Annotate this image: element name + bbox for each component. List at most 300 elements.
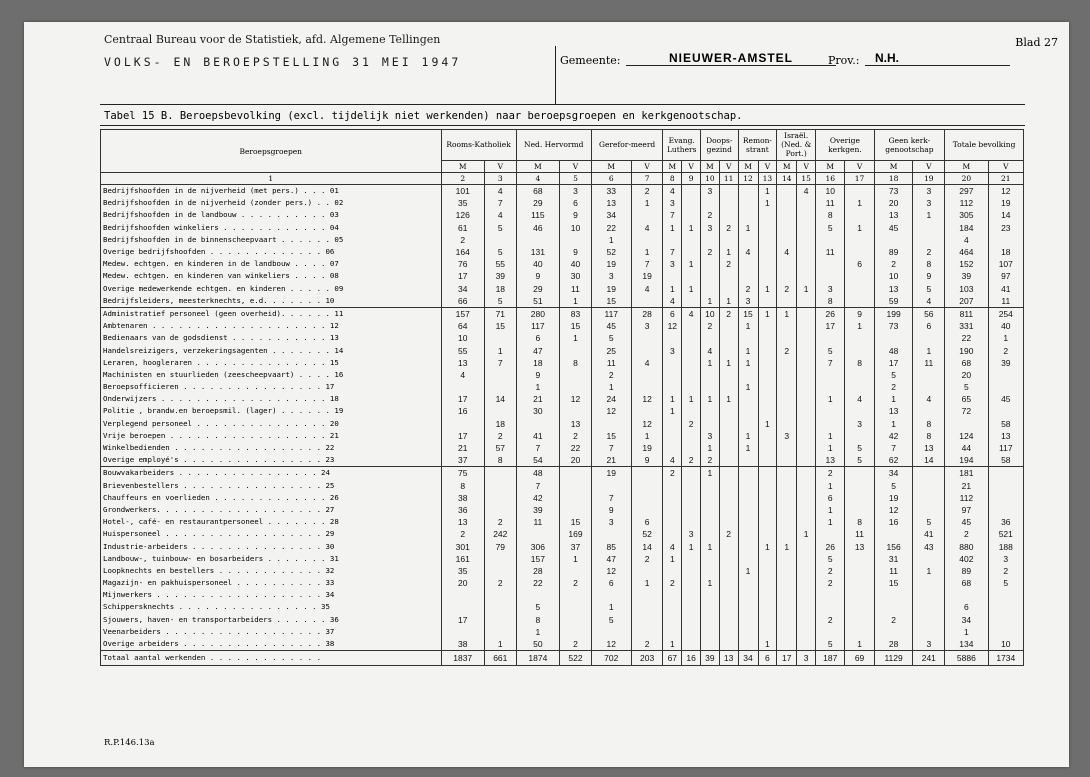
cell-value: 11 xyxy=(816,246,845,258)
gemeente-value: NIEUWER-AMSTEL xyxy=(626,51,836,66)
total-value: 69 xyxy=(845,651,874,666)
cell-value: 30 xyxy=(516,405,559,417)
cell-value xyxy=(719,332,738,344)
cell-value xyxy=(560,589,592,601)
cell-value xyxy=(874,528,913,540)
cell-value xyxy=(663,442,682,454)
cell-value xyxy=(738,467,758,480)
group-header: Totale bevolking xyxy=(945,130,1024,161)
table-row xyxy=(101,393,1024,405)
cell-value xyxy=(988,369,1023,381)
cell-value: 2 xyxy=(913,246,945,258)
cell-value xyxy=(777,295,797,308)
cell-value: 1 xyxy=(631,577,663,589)
cell-value: 1 xyxy=(719,246,738,258)
row-label: Sjouwers, haven- en transportarbeiders . . . . . . 36 xyxy=(101,614,442,626)
cell-value: 126 xyxy=(441,209,484,221)
table-row xyxy=(101,589,1024,601)
cell-value: 5 xyxy=(484,295,516,308)
cell-value: 2 xyxy=(719,222,738,234)
cell-value xyxy=(560,344,592,356)
row-label: Handelsreizigers, verzekeringsagenten . . . . . . . 14 xyxy=(101,344,442,356)
sex-header: M xyxy=(874,160,913,172)
sex-header: V xyxy=(758,160,777,172)
cell-value: 4 xyxy=(631,283,663,295)
cell-value xyxy=(777,418,797,430)
cell-value xyxy=(700,234,719,246)
cell-value: 5 xyxy=(516,601,559,613)
cell-value: 10 xyxy=(700,307,719,320)
cell-value: 1 xyxy=(663,638,682,651)
cell-value xyxy=(777,357,797,369)
cell-value xyxy=(797,638,816,651)
cell-value: 4 xyxy=(845,393,874,405)
cell-value: 6 xyxy=(945,601,988,613)
cell-value xyxy=(797,393,816,405)
cell-value: 8 xyxy=(816,295,845,308)
cell-value xyxy=(797,480,816,492)
cell-value xyxy=(758,516,777,528)
cell-value: 68 xyxy=(945,577,988,589)
table-row xyxy=(101,442,1024,454)
cell-value xyxy=(738,638,758,651)
table-row xyxy=(101,565,1024,577)
cell-value xyxy=(777,467,797,480)
cell-value xyxy=(682,614,701,626)
cell-value: 194 xyxy=(945,454,988,467)
cell-value: 6 xyxy=(816,492,845,504)
cell-value: 8 xyxy=(484,454,516,467)
cell-value xyxy=(988,626,1023,638)
cell-value: 1 xyxy=(816,480,845,492)
cell-value: 1 xyxy=(700,442,719,454)
cell-value: 6 xyxy=(560,197,592,209)
cell-value xyxy=(797,467,816,480)
cell-value xyxy=(719,467,738,480)
column-number: 14 xyxy=(777,173,797,185)
cell-value: 54 xyxy=(516,454,559,467)
cell-value: 39 xyxy=(516,504,559,516)
cell-value: 15 xyxy=(560,516,592,528)
cell-value: 2 xyxy=(874,258,913,270)
cell-value: 1 xyxy=(663,283,682,295)
cell-value xyxy=(758,504,777,516)
cell-value: 25 xyxy=(591,344,631,356)
cell-value: 4 xyxy=(663,540,682,552)
table-row xyxy=(101,197,1024,209)
cell-value xyxy=(663,528,682,540)
cell-value: 15 xyxy=(738,307,758,320)
cell-value xyxy=(797,577,816,589)
cell-value xyxy=(845,577,874,589)
cell-value xyxy=(516,234,559,246)
cell-value xyxy=(913,234,945,246)
cell-value: 26 xyxy=(816,307,845,320)
cell-value: 13 xyxy=(816,454,845,467)
cell-value xyxy=(738,553,758,565)
cell-value xyxy=(682,601,701,613)
cell-value: 20 xyxy=(441,577,484,589)
cell-value xyxy=(719,614,738,626)
cell-value xyxy=(516,528,559,540)
cell-value: 38 xyxy=(441,638,484,651)
cell-value xyxy=(719,565,738,577)
cell-value: 7 xyxy=(484,357,516,369)
total-value: 17 xyxy=(777,651,797,666)
cell-value xyxy=(719,480,738,492)
cell-value: 13 xyxy=(441,516,484,528)
cell-value xyxy=(700,614,719,626)
cell-value: 19 xyxy=(631,442,663,454)
cell-value: 1 xyxy=(663,222,682,234)
cell-value xyxy=(758,295,777,308)
occupation-table xyxy=(100,129,1024,666)
cell-value xyxy=(758,480,777,492)
cell-value: 13 xyxy=(874,405,913,417)
cell-value: 12 xyxy=(591,638,631,651)
cell-value xyxy=(719,553,738,565)
column-number: 2 xyxy=(441,173,484,185)
cell-value xyxy=(700,258,719,270)
sex-header: M xyxy=(738,160,758,172)
cell-value: 1 xyxy=(682,222,701,234)
cell-value xyxy=(663,357,682,369)
cell-value: 2 xyxy=(777,283,797,295)
cell-value xyxy=(682,638,701,651)
cell-value xyxy=(758,332,777,344)
cell-value: 39 xyxy=(945,270,988,282)
cell-value: 1 xyxy=(845,197,874,209)
cell-value xyxy=(777,442,797,454)
cell-value: 4 xyxy=(663,295,682,308)
cell-value xyxy=(797,442,816,454)
cell-value: 8 xyxy=(913,418,945,430)
cell-value: 1 xyxy=(777,540,797,552)
cell-value: 28 xyxy=(874,638,913,651)
cell-value xyxy=(700,516,719,528)
cell-value: 2 xyxy=(816,614,845,626)
cell-value: 117 xyxy=(516,320,559,332)
sex-header: M xyxy=(591,160,631,172)
cell-value: 1 xyxy=(738,442,758,454)
cell-value xyxy=(591,626,631,638)
column-number: 13 xyxy=(758,173,777,185)
cell-value: 2 xyxy=(441,234,484,246)
cell-value: 11 xyxy=(516,516,559,528)
cell-value: 3 xyxy=(663,344,682,356)
cell-value xyxy=(631,504,663,516)
cell-value xyxy=(719,320,738,332)
cell-value: 16 xyxy=(874,516,913,528)
cell-value xyxy=(719,638,738,651)
cell-value xyxy=(816,332,845,344)
cell-value xyxy=(682,430,701,442)
cell-value xyxy=(797,197,816,209)
cell-value: 1 xyxy=(560,553,592,565)
cell-value xyxy=(484,381,516,393)
cell-value: 4 xyxy=(663,185,682,198)
cell-value: 12 xyxy=(631,418,663,430)
cell-value xyxy=(484,553,516,565)
cell-value xyxy=(777,405,797,417)
cell-value: 134 xyxy=(945,638,988,651)
table-row xyxy=(101,185,1024,198)
sex-header: V xyxy=(797,160,816,172)
cell-value xyxy=(682,357,701,369)
cell-value: 157 xyxy=(516,553,559,565)
cell-value xyxy=(913,467,945,480)
cell-value: 1 xyxy=(988,332,1023,344)
cell-value: 5 xyxy=(591,332,631,344)
cell-value xyxy=(777,601,797,613)
cell-value xyxy=(719,270,738,282)
cell-value: 34 xyxy=(591,209,631,221)
cell-value: 5 xyxy=(484,222,516,234)
cell-value: 40 xyxy=(516,258,559,270)
cell-value: 36 xyxy=(441,504,484,516)
cell-value: 1 xyxy=(591,234,631,246)
cell-value: 7 xyxy=(516,442,559,454)
cell-value xyxy=(663,332,682,344)
cell-value xyxy=(988,504,1023,516)
cell-value: 2 xyxy=(631,185,663,198)
cell-value xyxy=(816,234,845,246)
cell-value: 8 xyxy=(516,614,559,626)
cell-value: 8 xyxy=(560,357,592,369)
cell-value xyxy=(700,197,719,209)
row-label: Bedrijfshoofden winkeliers . . . . . . . . . . . . 04 xyxy=(101,222,442,234)
cell-value: 11 xyxy=(816,197,845,209)
cell-value xyxy=(700,270,719,282)
table-row xyxy=(101,626,1024,638)
cell-value: 107 xyxy=(988,258,1023,270)
total-value: 34 xyxy=(738,651,758,666)
cell-value xyxy=(913,614,945,626)
column-number: 5 xyxy=(560,173,592,185)
cell-value: 161 xyxy=(441,553,484,565)
cell-value xyxy=(484,614,516,626)
cell-value: 2 xyxy=(816,565,845,577)
cell-value xyxy=(874,601,913,613)
cell-value: 152 xyxy=(945,258,988,270)
cell-value: 4 xyxy=(738,246,758,258)
cell-value: 3 xyxy=(816,283,845,295)
cell-value: 3 xyxy=(988,553,1023,565)
cell-value xyxy=(845,589,874,601)
org-heading: Centraal Bureau voor de Statistiek, afd. Algemene Tellingen xyxy=(104,33,441,46)
cell-value xyxy=(797,589,816,601)
sex-header: M xyxy=(441,160,484,172)
cell-value: 10 xyxy=(560,222,592,234)
cell-value xyxy=(797,614,816,626)
table-row xyxy=(101,344,1024,356)
cell-value: 521 xyxy=(988,528,1023,540)
header-divider xyxy=(555,46,556,104)
cell-value: 2 xyxy=(484,516,516,528)
cell-value: 5 xyxy=(913,283,945,295)
cell-value xyxy=(738,418,758,430)
cell-value xyxy=(777,454,797,467)
table-row xyxy=(101,270,1024,282)
cell-value: 45 xyxy=(988,393,1023,405)
cell-value: 18 xyxy=(484,283,516,295)
cell-value xyxy=(874,332,913,344)
cell-value: 4 xyxy=(682,307,701,320)
cell-value xyxy=(758,614,777,626)
cell-value: 45 xyxy=(874,222,913,234)
cell-value: 11 xyxy=(874,565,913,577)
cell-value: 34 xyxy=(945,614,988,626)
cell-value xyxy=(845,381,874,393)
gemeente-label: Gemeente: xyxy=(560,54,621,67)
cell-value xyxy=(758,320,777,332)
cell-value xyxy=(988,480,1023,492)
cell-value xyxy=(441,381,484,393)
cell-value: 14 xyxy=(631,540,663,552)
cell-value: 5 xyxy=(874,369,913,381)
cell-value: 2 xyxy=(700,454,719,467)
cell-value: 1 xyxy=(945,626,988,638)
cell-value: 811 xyxy=(945,307,988,320)
cell-value: 1 xyxy=(758,307,777,320)
cell-value xyxy=(700,565,719,577)
cell-value xyxy=(484,565,516,577)
row-label: Grondwerkers. . . . . . . . . . . . . . . . . . . 27 xyxy=(101,504,442,516)
cell-value: 4 xyxy=(484,185,516,198)
cell-value: 75 xyxy=(441,467,484,480)
table-row xyxy=(101,638,1024,651)
cell-value: 242 xyxy=(484,528,516,540)
cell-value: 11 xyxy=(913,357,945,369)
cell-value xyxy=(758,589,777,601)
cell-value: 7 xyxy=(516,480,559,492)
table-row xyxy=(101,283,1024,295)
column-number: 8 xyxy=(663,173,682,185)
cell-value xyxy=(719,197,738,209)
cell-value: 169 xyxy=(560,528,592,540)
cell-value: 1 xyxy=(663,405,682,417)
cell-value: 1 xyxy=(758,197,777,209)
cell-value xyxy=(988,492,1023,504)
cell-value xyxy=(758,626,777,638)
cell-value xyxy=(591,528,631,540)
cell-value xyxy=(777,492,797,504)
cell-value: 41 xyxy=(516,430,559,442)
cell-value: 1 xyxy=(913,344,945,356)
cell-value: 8 xyxy=(913,258,945,270)
cell-value xyxy=(797,430,816,442)
cell-value: 19 xyxy=(591,467,631,480)
cell-value: 4 xyxy=(777,246,797,258)
cell-value xyxy=(758,344,777,356)
cell-value xyxy=(738,209,758,221)
cell-value xyxy=(682,197,701,209)
sex-header: V xyxy=(913,160,945,172)
cell-value: 19 xyxy=(874,492,913,504)
column-number: 4 xyxy=(516,173,559,185)
cell-value xyxy=(682,467,701,480)
cell-value: 2 xyxy=(631,553,663,565)
cell-value: 55 xyxy=(484,258,516,270)
cell-value xyxy=(682,332,701,344)
cell-value xyxy=(719,516,738,528)
cell-value: 3 xyxy=(738,295,758,308)
cell-value: 35 xyxy=(441,565,484,577)
cell-value xyxy=(797,209,816,221)
cell-value xyxy=(663,270,682,282)
cell-value: 33 xyxy=(591,185,631,198)
cell-value xyxy=(777,516,797,528)
sex-header: M xyxy=(777,160,797,172)
cell-value xyxy=(797,626,816,638)
cell-value: 8 xyxy=(816,209,845,221)
cell-value: 50 xyxy=(516,638,559,651)
cell-value: 5 xyxy=(816,553,845,565)
cell-value xyxy=(682,344,701,356)
cell-value: 880 xyxy=(945,540,988,552)
cell-value xyxy=(560,565,592,577)
cell-value xyxy=(758,528,777,540)
sex-header: M xyxy=(816,160,845,172)
cell-value xyxy=(738,540,758,552)
cell-value: 1 xyxy=(738,357,758,369)
cell-value xyxy=(738,393,758,405)
cell-value: 103 xyxy=(945,283,988,295)
cell-value xyxy=(758,553,777,565)
cell-value: 8 xyxy=(845,357,874,369)
cell-value xyxy=(560,369,592,381)
row-label: Bedrijfsleiders, meesterknechts, e.d. . . . . . . 10 xyxy=(101,295,442,308)
cell-value: 1 xyxy=(816,504,845,516)
cell-value xyxy=(758,270,777,282)
cell-value xyxy=(758,601,777,613)
cell-value: 5 xyxy=(816,638,845,651)
cell-value xyxy=(700,492,719,504)
cell-value: 1 xyxy=(758,418,777,430)
cell-value: 59 xyxy=(874,295,913,308)
cell-value: 17 xyxy=(441,430,484,442)
cell-value: 1 xyxy=(631,430,663,442)
cell-value: 57 xyxy=(484,442,516,454)
cell-value xyxy=(845,405,874,417)
cell-value: 2 xyxy=(682,418,701,430)
total-value: 203 xyxy=(631,651,663,666)
cell-value: 34 xyxy=(874,467,913,480)
cell-value: 42 xyxy=(516,492,559,504)
cell-value: 9 xyxy=(516,369,559,381)
cell-value xyxy=(758,246,777,258)
cell-value: 9 xyxy=(591,504,631,516)
cell-value xyxy=(738,258,758,270)
cell-value: 12 xyxy=(591,565,631,577)
cell-value: 1 xyxy=(738,381,758,393)
cell-value xyxy=(738,185,758,198)
row-label: Politie , brandw.en beroepsmil. (lager) . . . . . . 19 xyxy=(101,405,442,417)
cell-value xyxy=(988,467,1023,480)
table-row xyxy=(101,295,1024,308)
cell-value: 18 xyxy=(484,418,516,430)
cell-value xyxy=(682,320,701,332)
cell-value: 83 xyxy=(560,307,592,320)
cell-value: 4 xyxy=(663,454,682,467)
cell-value: 13 xyxy=(591,197,631,209)
cell-value xyxy=(663,492,682,504)
cell-value: 1 xyxy=(845,222,874,234)
cell-value: 2 xyxy=(777,344,797,356)
cell-value: 1 xyxy=(682,258,701,270)
cell-value: 2 xyxy=(816,467,845,480)
cell-value: 22 xyxy=(591,222,631,234)
